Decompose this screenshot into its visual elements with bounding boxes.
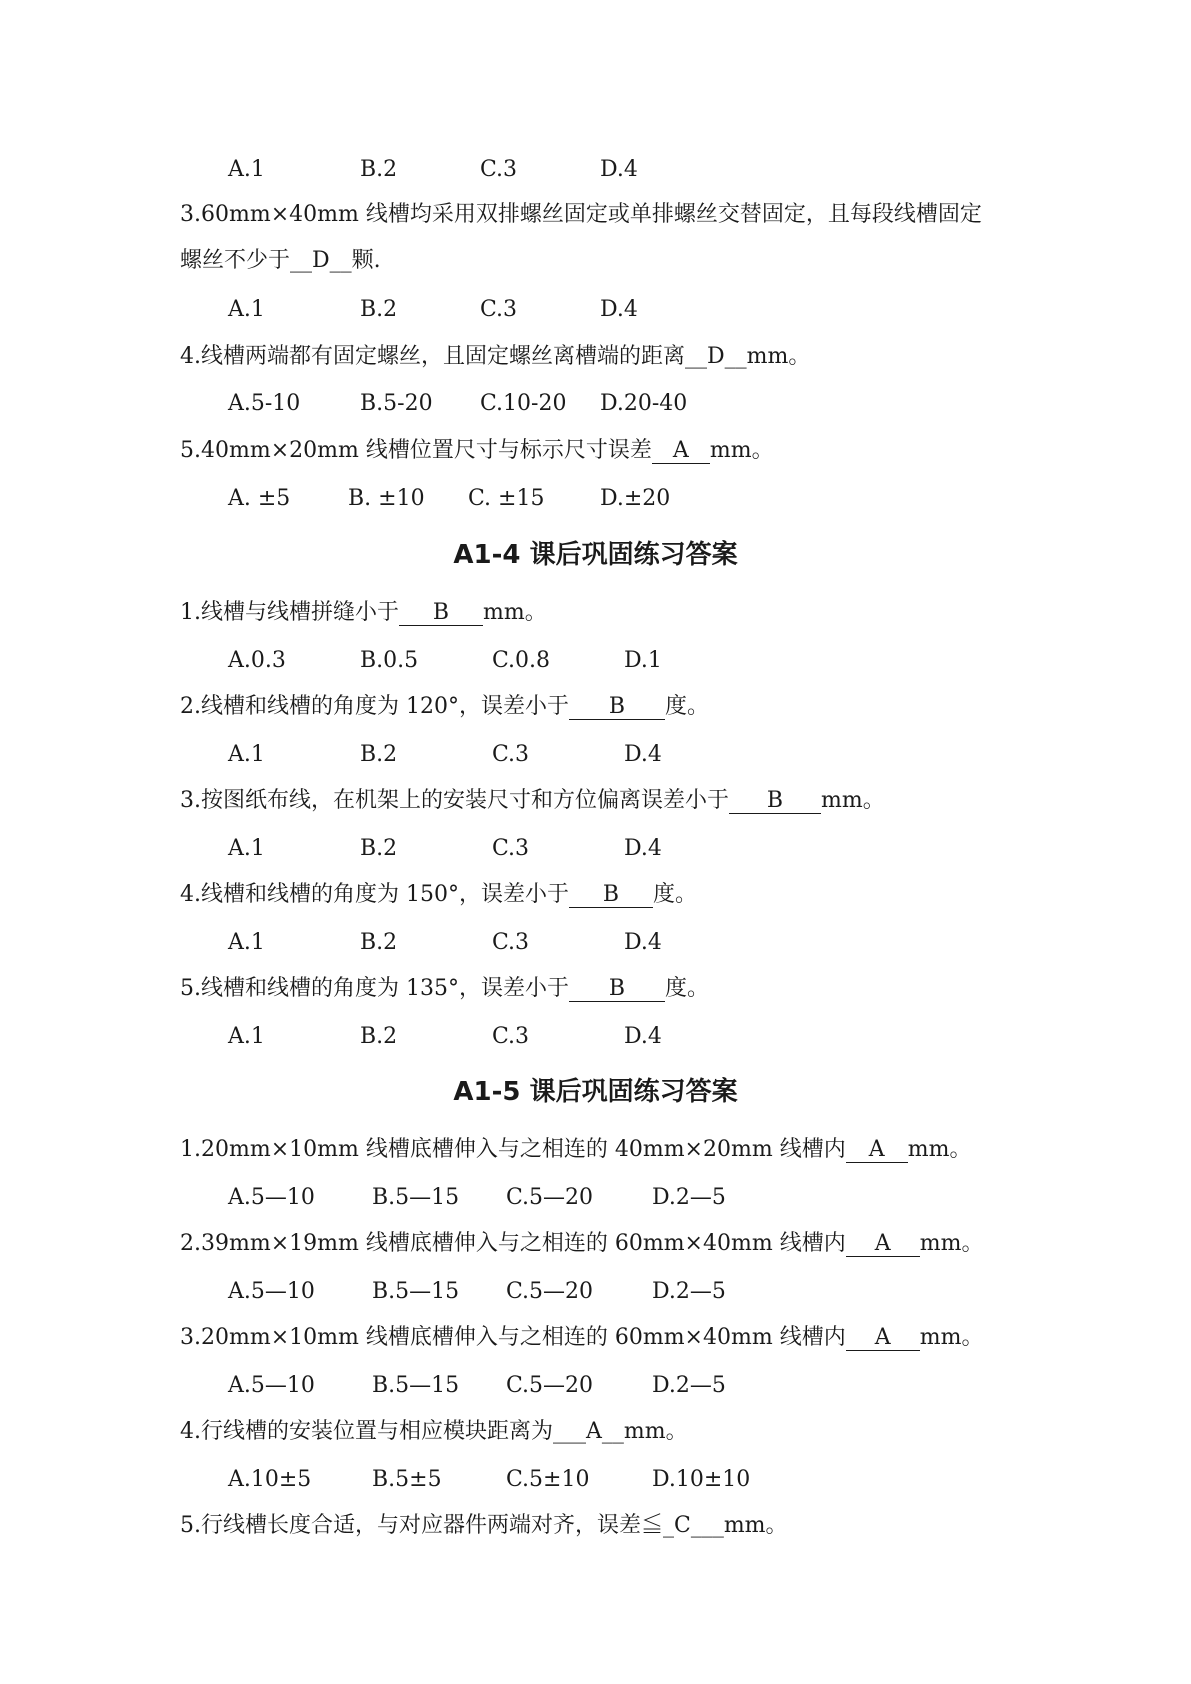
question-unit: mm。 bbox=[821, 788, 885, 813]
option-d: D.2—5 bbox=[652, 1279, 726, 1304]
option-c: C.0.8 bbox=[492, 648, 551, 673]
option-b: B.2 bbox=[360, 157, 398, 182]
option-c: C.5—20 bbox=[506, 1185, 594, 1210]
question-text bbox=[180, 1229, 983, 1259]
option-b: B.5±5 bbox=[372, 1467, 442, 1492]
option-b: B.5—15 bbox=[372, 1373, 460, 1398]
option-a: A.0.3 bbox=[228, 648, 286, 673]
option-b: B. ±10 bbox=[348, 486, 425, 511]
question-stem: 2.39mm×19mm 线槽底槽伸入与之相连的 60mm×40mm 线槽内 bbox=[180, 1231, 846, 1256]
option-a: A.5—10 bbox=[228, 1373, 315, 1398]
question-text bbox=[180, 1135, 971, 1165]
option-c: C.3 bbox=[480, 297, 518, 322]
answer-blank: A bbox=[652, 439, 710, 464]
question-unit: mm。 bbox=[919, 1325, 984, 1350]
question-stem: 1.20mm×10mm 线槽底槽伸入与之相连的 40mm×20mm 线槽内 bbox=[180, 1137, 846, 1162]
option-a: A.1 bbox=[228, 742, 265, 767]
option-b: B.2 bbox=[360, 742, 398, 767]
section-heading: A1-5 课后巩固练习答案 bbox=[453, 1077, 738, 1107]
question-unit: 度。 bbox=[652, 882, 697, 907]
option-a: A.5—10 bbox=[228, 1185, 315, 1210]
option-d: D.2—5 bbox=[652, 1373, 726, 1398]
option-a: A. ±5 bbox=[228, 486, 291, 511]
option-b: B.5—15 bbox=[372, 1279, 460, 1304]
option-b: B.2 bbox=[360, 297, 398, 322]
question-text bbox=[180, 880, 697, 910]
question-unit: mm。 bbox=[907, 1137, 972, 1162]
question-text bbox=[180, 786, 885, 816]
option-a: A.10±5 bbox=[228, 1467, 312, 1492]
option-a: A.1 bbox=[228, 836, 265, 861]
option-b: B.5-20 bbox=[360, 391, 433, 416]
option-a: A.1 bbox=[228, 157, 265, 182]
option-a: A.1 bbox=[228, 297, 265, 322]
question-text bbox=[180, 436, 774, 466]
question-text bbox=[180, 692, 709, 722]
option-d: D.4 bbox=[624, 836, 662, 861]
option-a: A.1 bbox=[228, 1024, 265, 1049]
option-b: B.5—15 bbox=[372, 1185, 460, 1210]
option-b: B.2 bbox=[360, 1024, 398, 1049]
question-stem: 4.线槽和线槽的角度为 150°，误差小于 bbox=[180, 882, 569, 907]
question-text bbox=[180, 598, 547, 628]
option-c: C.3 bbox=[492, 1024, 530, 1049]
option-c: C.5—20 bbox=[506, 1279, 594, 1304]
option-c: C.3 bbox=[480, 157, 518, 182]
question-stem: 5.40mm×20mm 线槽位置尺寸与标示尺寸误差 bbox=[180, 438, 652, 463]
question-text: 3.60mm×40mm 线槽均采用双排螺丝固定或单排螺丝交替固定，且每段线槽固定 bbox=[180, 202, 982, 227]
option-d: D.4 bbox=[624, 742, 662, 767]
question-unit: mm。 bbox=[919, 1231, 984, 1256]
question-text: 5.行线槽长度合适，与对应器件两端对齐，误差≦_C___mm。 bbox=[180, 1513, 788, 1538]
question-text: 螺丝不少于__D__颗. bbox=[180, 248, 381, 273]
answer-blank: A bbox=[846, 1326, 920, 1351]
question-stem: 1.线槽与线槽拼缝小于 bbox=[180, 600, 399, 625]
answer-blank: B bbox=[729, 789, 821, 814]
question-unit: mm。 bbox=[483, 600, 547, 625]
option-c: C.5±10 bbox=[506, 1467, 590, 1492]
question-stem: 3.20mm×10mm 线槽底槽伸入与之相连的 60mm×40mm 线槽内 bbox=[180, 1325, 846, 1350]
question-text bbox=[180, 974, 709, 1004]
question-stem: 5.线槽和线槽的角度为 135°，误差小于 bbox=[180, 976, 569, 1001]
answer-blank: A bbox=[846, 1138, 908, 1163]
option-d: D.4 bbox=[600, 157, 638, 182]
option-c: C.3 bbox=[492, 836, 530, 861]
option-c: C.5—20 bbox=[506, 1373, 594, 1398]
section-heading: A1-4 课后巩固练习答案 bbox=[453, 540, 738, 570]
option-b: B.2 bbox=[360, 930, 398, 955]
option-a: A.5-10 bbox=[228, 391, 301, 416]
option-d: D.10±10 bbox=[652, 1467, 751, 1492]
option-b: B.0.5 bbox=[360, 648, 419, 673]
option-d: D.4 bbox=[600, 297, 638, 322]
option-c: C.3 bbox=[492, 742, 530, 767]
question-unit: 度。 bbox=[664, 694, 709, 719]
question-unit: mm。 bbox=[709, 438, 774, 463]
question-unit: 度。 bbox=[664, 976, 709, 1001]
option-c: C.10-20 bbox=[480, 391, 567, 416]
option-c: C.3 bbox=[492, 930, 530, 955]
answer-blank: B bbox=[569, 977, 665, 1002]
option-d: D.±20 bbox=[600, 486, 671, 511]
option-d: D.4 bbox=[624, 930, 662, 955]
answer-blank: B bbox=[569, 695, 665, 720]
option-b: B.2 bbox=[360, 836, 398, 861]
option-d: D.20-40 bbox=[600, 391, 688, 416]
question-stem: 3.按图纸布线，在机架上的安装尺寸和方位偏离误差小于 bbox=[180, 788, 729, 813]
option-c: C. ±15 bbox=[468, 486, 545, 511]
option-a: A.1 bbox=[228, 930, 265, 955]
question-stem: 2.线槽和线槽的角度为 120°，误差小于 bbox=[180, 694, 569, 719]
question-text: 4.行线槽的安装位置与相应模块距离为___A__mm。 bbox=[180, 1419, 688, 1444]
option-d: D.4 bbox=[624, 1024, 662, 1049]
answer-blank: A bbox=[846, 1232, 920, 1257]
option-d: D.1 bbox=[624, 648, 662, 673]
question-text bbox=[180, 1323, 983, 1353]
option-a: A.5—10 bbox=[228, 1279, 315, 1304]
answer-blank: B bbox=[399, 601, 483, 626]
question-text: 4.线槽两端都有固定螺丝，且固定螺丝离槽端的距离__D__mm。 bbox=[180, 344, 811, 369]
answer-blank: B bbox=[569, 883, 653, 908]
option-d: D.2—5 bbox=[652, 1185, 726, 1210]
